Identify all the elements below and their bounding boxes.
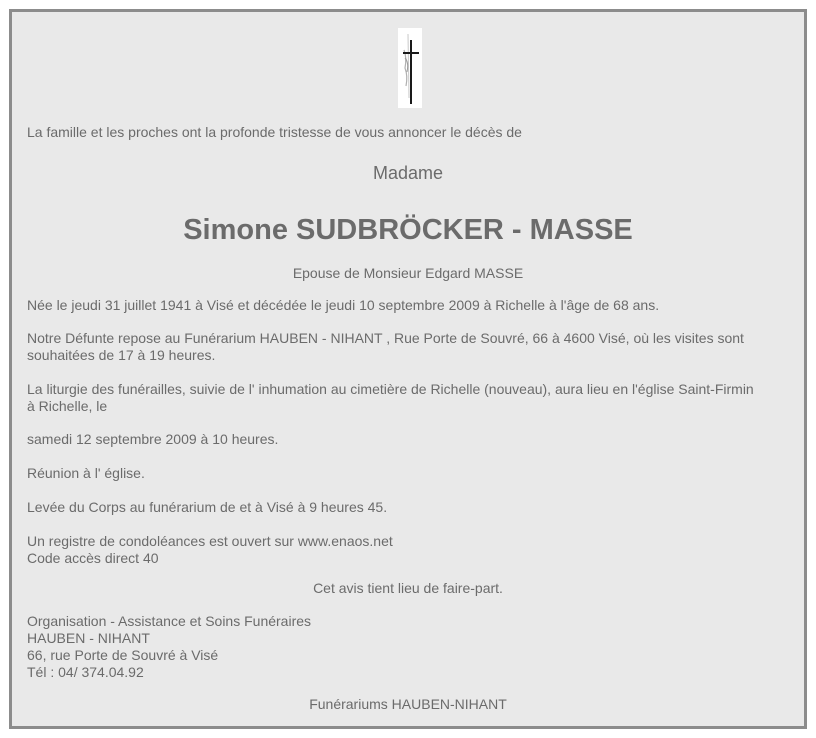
organisation-phone: Tél : 04/ 374.04.92 [27, 664, 144, 680]
body-removal-line: Levée du Corps au funérarium de et à Visé à 9 heures 45. [27, 499, 388, 515]
meeting-line: Réunion à l' église. [27, 465, 145, 481]
organisation-line-2: HAUBEN - NIHANT [27, 630, 150, 646]
footer-signature: Funérariums HAUBEN-NIHANT [309, 696, 507, 712]
intro-text: La famille et les proches ont la profonde tristesse de vous annoncer le décès de [27, 124, 522, 140]
deceased-name: Simone SUDBRÖCKER - MASSE [183, 214, 633, 246]
obituary-frame [9, 9, 807, 729]
rest-place-line-1: Notre Défunte repose au Funérarium HAUBEN - NIHANT , Rue Porte de Souvré, 66 à 4600 Visé, où les visites sont [27, 330, 744, 346]
liturgy-line-1: La liturgie des funérailles, suivie de l' inhumation au cimetière de Richelle (nouveau), aura lieu en l'église Saint-Firmin [27, 381, 754, 397]
cross-image [398, 28, 422, 108]
condolences-line-1: Un registre de condoléances est ouvert sur www.enaos.net [27, 533, 393, 549]
ceremony-date: samedi 12 septembre 2009 à 10 heures. [27, 431, 279, 447]
organisation-address: 66, rue Porte de Souvré à Visé [27, 647, 219, 663]
spouse-line: Epouse de Monsieur Edgard MASSE [292, 265, 524, 281]
liturgy-line-2: à Richelle, le [27, 398, 108, 414]
birth-death-line: Née le jeudi 31 juillet 1941 à Visé et décédée le jeudi 10 septembre 2009 à Richelle à l'âge de 68 ans. [27, 297, 660, 313]
cross-icon [398, 28, 422, 108]
condolences-line-2: Code accès direct 40 [27, 550, 159, 566]
notice-line: Cet avis tient lieu de faire-part. [313, 580, 503, 596]
organisation-line-1: Organisation - Assistance et Soins Funéraires [27, 613, 312, 629]
civility: Madame [372, 163, 444, 183]
rest-place-line-2: souhaitées de 17 à 19 heures. [27, 347, 216, 363]
